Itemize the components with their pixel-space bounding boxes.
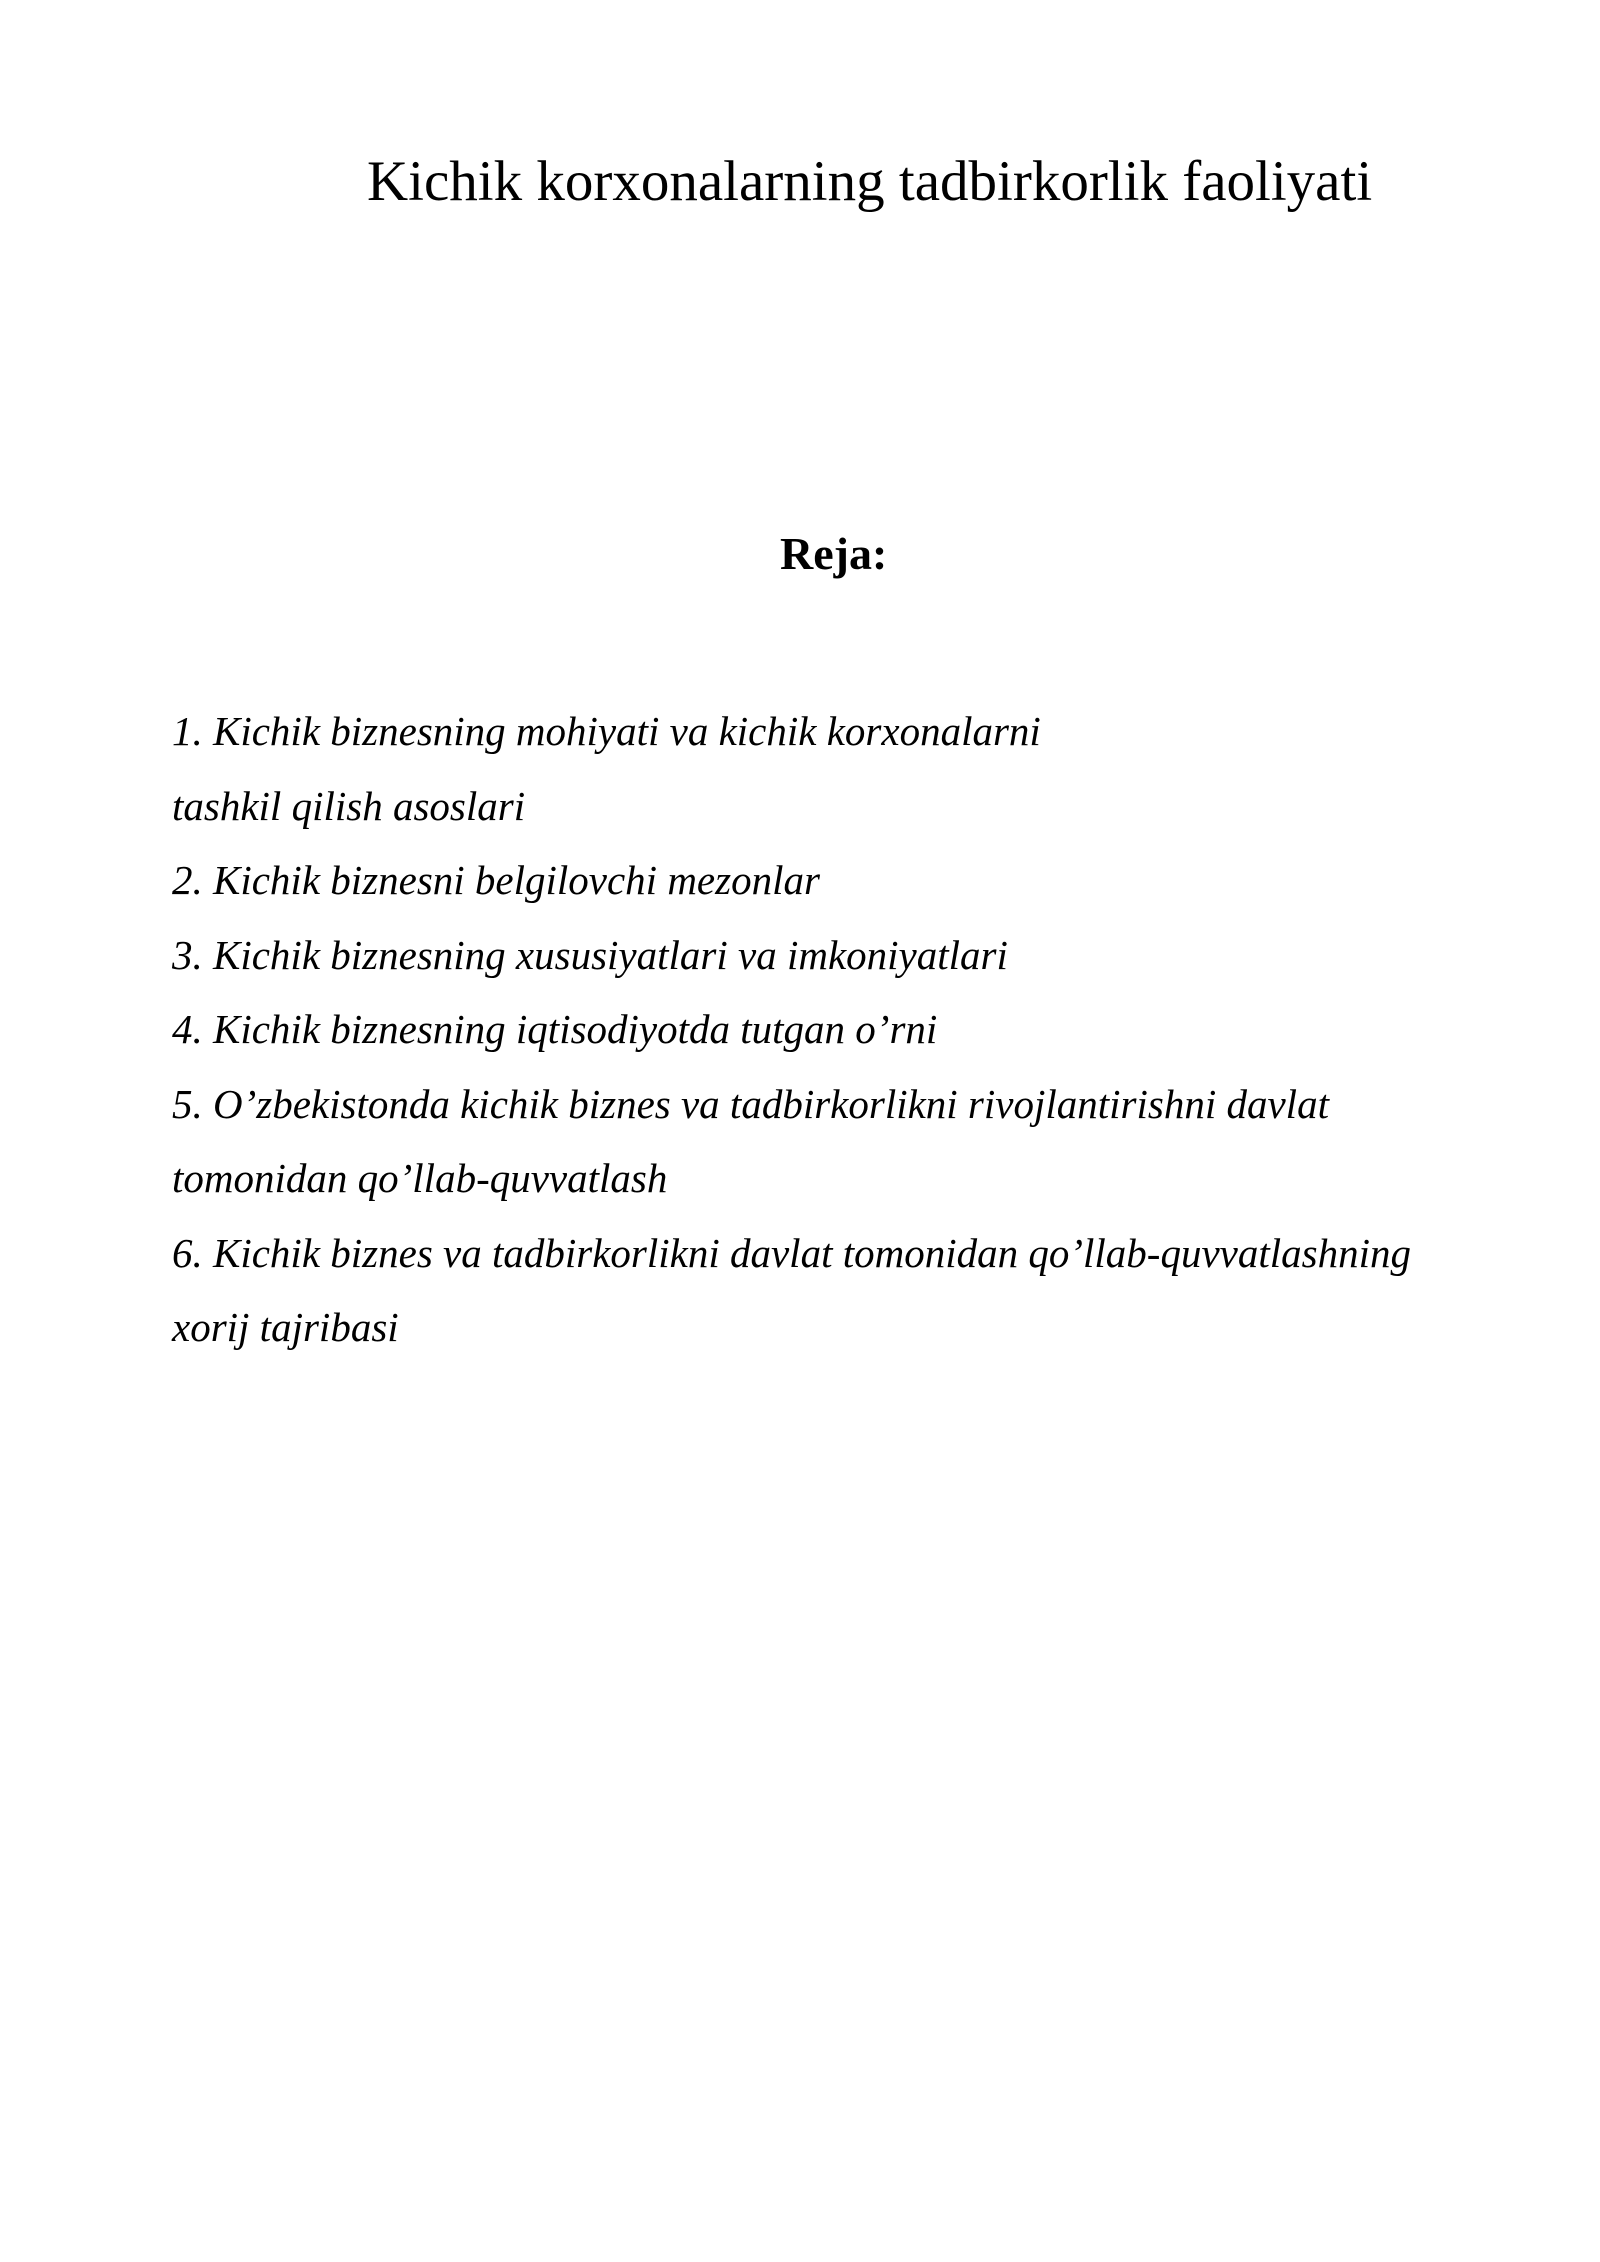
plan-item-6 bbox=[172, 1216, 1512, 1365]
plan-item-line: xorij tajribasi bbox=[172, 1304, 399, 1350]
plan-item-line: 3. Kichik biznesning xususiyatlari va imkoniyatlari bbox=[172, 931, 1008, 978]
plan-item-line: 5. O’zbekistonda kichik biznes va tadbirkorlikni rivojlantirishni davlat bbox=[172, 1080, 1329, 1127]
plan-item-line: tomonidan qo’llab-quvvatlash bbox=[172, 1155, 668, 1201]
plan-list bbox=[172, 694, 1512, 1365]
plan-item-3 bbox=[172, 918, 1512, 993]
plan-heading: Reja: bbox=[780, 528, 888, 579]
plan-item-line: 4. Kichik biznesning iqtisodiyotda tutgan o’rni bbox=[172, 1006, 938, 1052]
plan-item-line: 2. Kichik biznesni belgilovchi mezonlar bbox=[172, 857, 820, 903]
plan-item-5 bbox=[172, 1067, 1512, 1216]
plan-item-1 bbox=[172, 694, 1512, 843]
document-title: Kichik korxonalarning tadbirkorlik faoliyati bbox=[367, 150, 1373, 213]
plan-item-4 bbox=[172, 992, 1512, 1067]
plan-item-2 bbox=[172, 843, 1512, 918]
plan-item-line: 1. Kichik biznesning mohiyati va kichik korxonalarni bbox=[172, 708, 1041, 754]
plan-item-line: 6. Kichik biznes va tadbirkorlikni davlat tomonidan qo’llab-quvvatlashning bbox=[172, 1229, 1411, 1276]
plan-item-line: tashkil qilish asoslari bbox=[172, 782, 526, 829]
